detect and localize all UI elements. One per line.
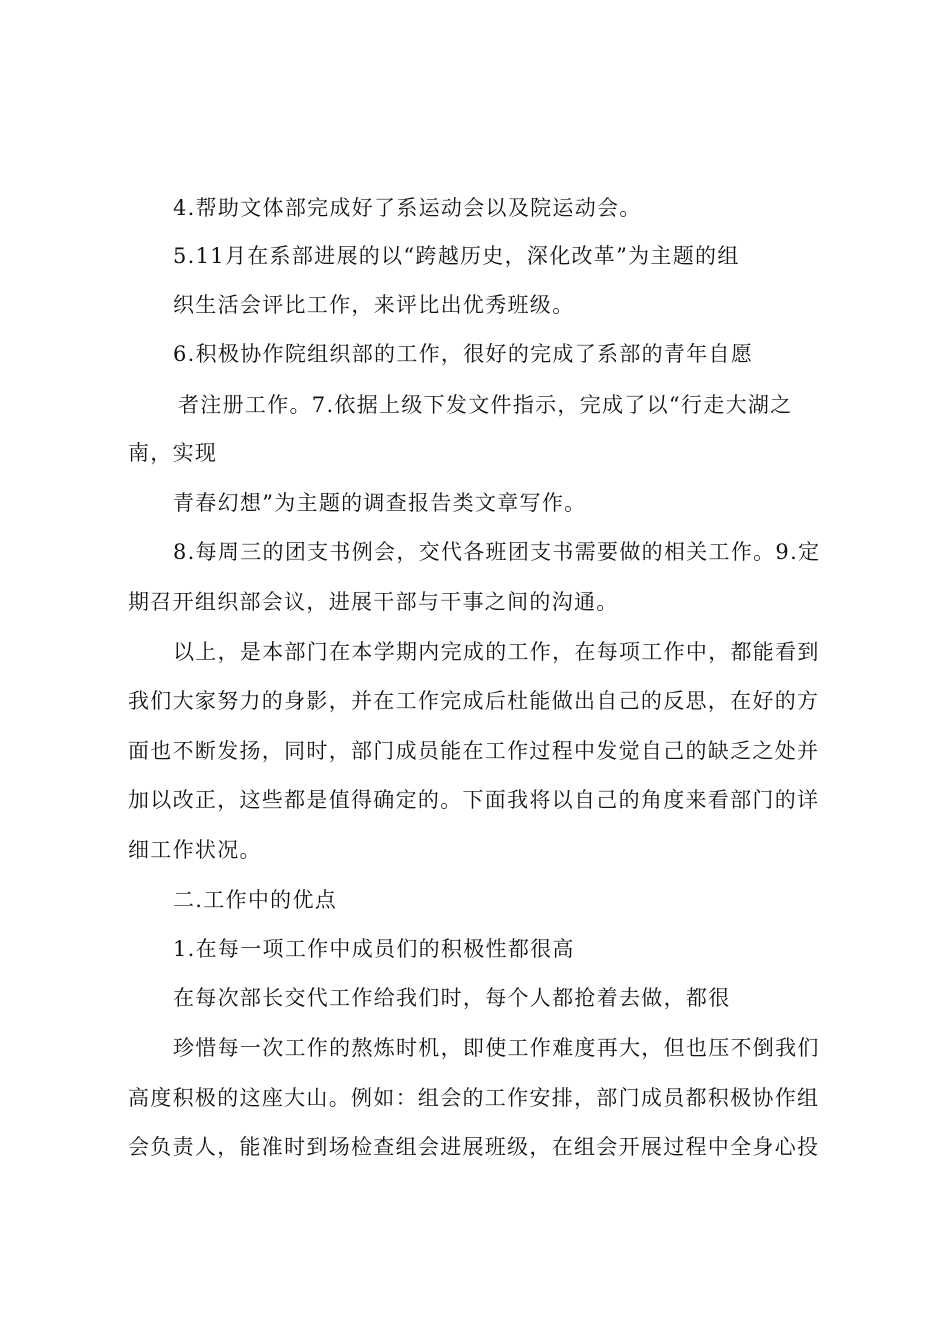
subsection-heading: 1.在每一项工作中成员们的积极性都很高 xyxy=(173,937,575,961)
paragraph-line: 细工作状况。 xyxy=(128,838,262,862)
paragraph-line: 加以改正，这些都是值得确定的。下面我将以自己的角度来看部门的详 xyxy=(128,788,820,812)
paragraph-line: 珍惜每一次工作的熬炼时机，即使工作难度再大，但也压不倒我们 xyxy=(173,1036,820,1060)
paragraph-line: 在每次部长交代工作给我们时，每个人都抢着去做，都很 xyxy=(173,986,731,1010)
paragraph-line: 以上，是本部门在本学期内完成的工作，在每项工作中，都能看到 xyxy=(173,640,820,664)
paragraph-line: 青春幻想”为主题的调查报告类文章写作。 xyxy=(173,491,587,515)
paragraph-line: 期召开组织部会议，进展干部与干事之间的沟通。 xyxy=(128,590,619,614)
section-heading: 二.工作中的优点 xyxy=(173,888,338,912)
paragraph-line: 我们大家努力的身影，并在工作完成后杜能做出自己的反思，在好的方 xyxy=(128,689,820,713)
paragraph-line: 面也不断发扬，同时，部门成员能在工作过程中发觉自己的缺乏之处并 xyxy=(128,739,820,763)
paragraph-line: 织生活会评比工作，来评比出优秀班级。 xyxy=(173,293,575,317)
paragraph-line: 南，实现 xyxy=(128,441,218,465)
paragraph-line: 8.每周三的团支书例会，交代各班团支书需要做的相关工作。9.定 xyxy=(173,540,821,564)
paragraph-line: 高度积极的这座大山。例如：组会的工作安排，部门成员都积极协作组 xyxy=(128,1086,820,1110)
paragraph-line: 6.积极协作院组织部的工作，很好的完成了系部的青年自愿 xyxy=(173,342,754,366)
paragraph-line: 4.帮助文体部完成好了系运动会以及院运动会。 xyxy=(173,196,642,220)
paragraph-line: 5.11月在系部进展的以“跨越历史，深化改革”为主题的组 xyxy=(173,244,740,268)
paragraph-line: 会负责人，能准时到场检查组会进展班级，在组会开展过程中全身心投 xyxy=(128,1135,820,1159)
paragraph-line: 者注册工作。7.依据上级下发文件指示，完成了以“行走大湖之 xyxy=(178,393,793,417)
